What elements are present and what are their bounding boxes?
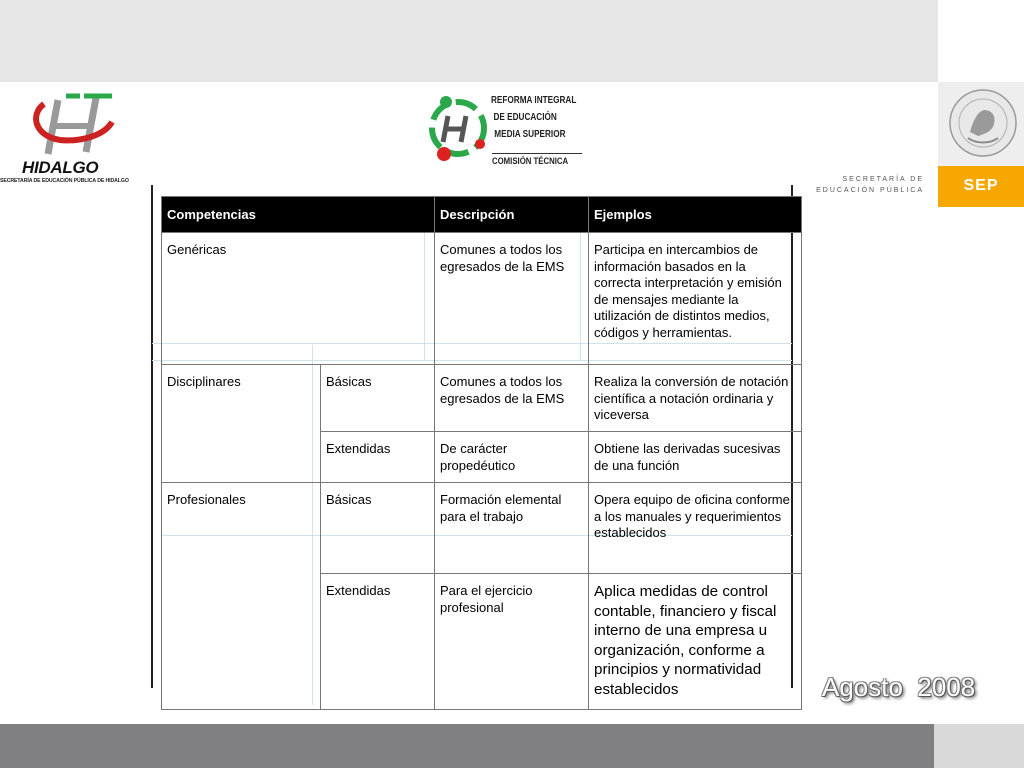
left-vertical-rule — [151, 185, 153, 688]
hidalgo-subtitle: SECRETARÍA DE EDUCACIÓN PÚBLICA DE HIDALGO — [0, 178, 129, 184]
descripcion-cell: De carácter propedéutico — [435, 432, 589, 483]
reforma-line-3: MEDIA SUPERIOR — [494, 129, 566, 140]
table-row — [162, 365, 802, 432]
reforma-emblem-icon — [426, 94, 490, 166]
competencias-table — [161, 196, 802, 710]
comision-tecnica: COMISIÓN TÉCNICA — [492, 156, 569, 167]
national-seal-icon — [948, 88, 1018, 158]
footer-band — [0, 724, 934, 768]
descripcion-cell: Comunes a todos los egresados de la EMS — [435, 365, 589, 432]
sep-logo-box — [938, 166, 1024, 207]
ejemplo-cell: Opera equipo de oficina conforme a los manuales y requerimientos establecidos — [589, 483, 802, 574]
header-descripcion: Descripción — [435, 197, 589, 233]
tipo-cell: Extendidas — [321, 574, 435, 710]
tipo-cell: Básicas — [321, 483, 435, 574]
descripcion-cell: Formación elemental para el trabajo — [435, 483, 589, 574]
header-competencias: Competencias — [162, 197, 435, 233]
header-band — [0, 0, 938, 82]
competencia-cell: Profesionales — [162, 483, 321, 710]
table-row — [162, 483, 802, 574]
competencia-cell: Genéricas — [162, 233, 435, 365]
tipo-cell: Extendidas — [321, 432, 435, 483]
table-row — [162, 233, 802, 365]
reforma-line-2: DE EDUCACIÓN — [493, 112, 557, 123]
header-corner — [938, 0, 1024, 82]
date-label: Agosto 2008 — [822, 672, 976, 702]
table-header-row — [162, 197, 802, 233]
reforma-line-1: REFORMA INTEGRAL — [491, 95, 577, 106]
reforma-title — [491, 92, 576, 143]
descripcion-cell: Para el ejercicio profesional — [435, 574, 589, 710]
ejemplo-cell: Obtiene las derivadas sucesivas de una función — [589, 432, 802, 483]
competencia-cell: Disciplinares — [162, 365, 321, 483]
ejemplo-cell: Aplica medidas de control contable, financiero y fiscal interno de una empresa u organización, conforme a principios y normatividad establecidos — [589, 574, 802, 710]
header-ejemplos: Ejemplos — [589, 197, 802, 233]
sep-wordmark — [812, 174, 924, 196]
tipo-cell: Básicas — [321, 365, 435, 432]
hidalgo-name: HIDALGO — [22, 158, 99, 177]
reforma-divider — [492, 153, 582, 154]
sep-line-1: SECRETARÍA DE — [842, 176, 924, 183]
ejemplo-cell: Participa en intercambios de información basados en la correcta interpretación y emisión de mensajes mediante la utilización de distintos medios, códigos y herramientas. — [589, 233, 802, 365]
descripcion-cell: Comunes a todos los egresados de la EMS — [435, 233, 589, 365]
sep-logo-label: SEP — [963, 177, 999, 194]
ejemplo-cell: Realiza la conversión de notación científica a notación ordinaria y viceversa — [589, 365, 802, 432]
sep-line-2: EDUCACIÓN PÚBLICA — [816, 187, 924, 194]
footer-corner — [934, 724, 1024, 768]
